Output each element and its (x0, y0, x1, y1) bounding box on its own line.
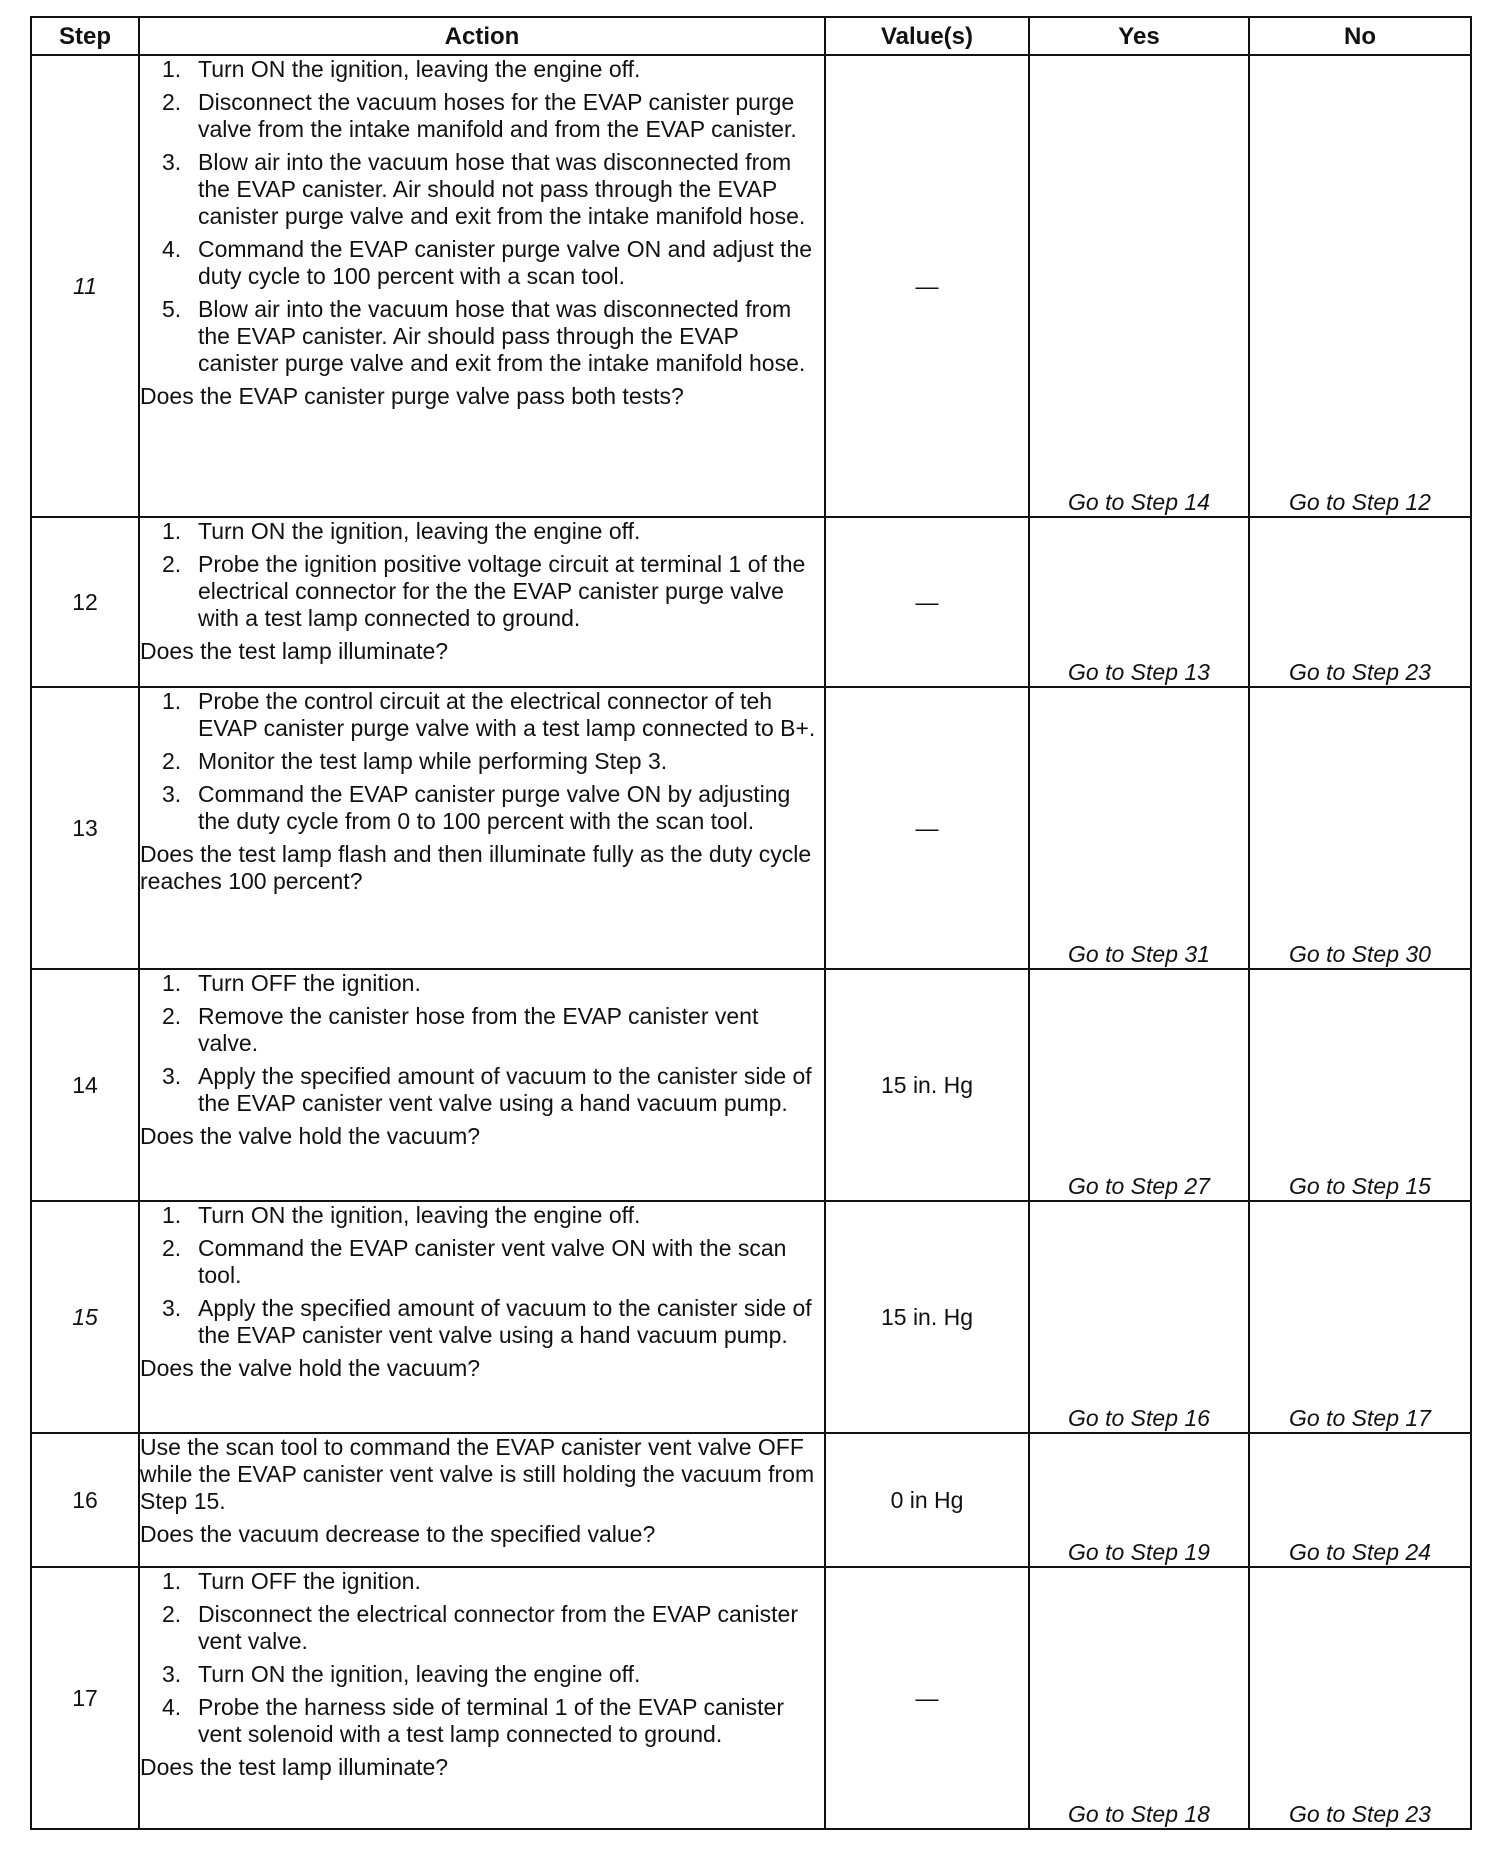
action-cell (139, 1433, 825, 1567)
value-cell: — (825, 1567, 1029, 1829)
step-number: 17 (31, 1567, 139, 1829)
no-link[interactable]: Go to Step 24 (1249, 1433, 1471, 1567)
action-steps (140, 688, 824, 835)
header-step: Step (31, 17, 139, 55)
yes-link[interactable]: Go to Step 14 (1029, 55, 1249, 517)
action-cell (139, 517, 825, 687)
action-question: Does the test lamp flash and then illuminate fully as the duty cycle reaches 100 percent? (140, 841, 812, 894)
yes-link[interactable]: Go to Step 27 (1029, 969, 1249, 1201)
table-row (31, 55, 1471, 517)
action-text: Use the scan tool to command the EVAP canister vent valve OFF while the EVAP canister vent valve is still holding the vacuum from Step 15. (140, 1434, 815, 1514)
table-row (31, 687, 1471, 969)
header-yes: Yes (1029, 17, 1249, 55)
action-step: 2. Probe the ignition positive voltage circuit at terminal 1 of the electrical connector for the the EVAP canister purge valve with a test lamp connected to ground. (162, 551, 806, 631)
action-question: Does the test lamp illuminate? (140, 638, 449, 664)
table-row (31, 1433, 1471, 1567)
action-step: 2. Command the EVAP canister vent valve ON with the scan tool. (162, 1235, 787, 1288)
action-step: 3. Apply the specified amount of vacuum to the canister side of the EVAP canister vent valve using a hand vacuum pump. (162, 1063, 812, 1116)
action-steps (140, 56, 824, 377)
action-step: 4. Probe the harness side of terminal 1 of the EVAP canister vent solenoid with a test lamp connected to ground. (162, 1694, 784, 1747)
action-step: 1. Probe the control circuit at the electrical connector of teh EVAP canister purge valve with a test lamp connected to B+. (162, 688, 816, 741)
action-question: Does the test lamp illuminate? (140, 1754, 449, 1780)
no-link[interactable]: Go to Step 15 (1249, 969, 1471, 1201)
action-step: 2. Monitor the test lamp while performing Step 3. (162, 748, 668, 774)
header-values: Value(s) (825, 17, 1029, 55)
diagnostic-table (30, 16, 1472, 1830)
step-number: 11 (31, 55, 139, 517)
action-cell (139, 687, 825, 969)
action-step: 5. Blow air into the vacuum hose that was disconnected from the EVAP canister. Air should pass through the EVAP canister purge valve and exit from the intake manifold hose. (162, 296, 806, 376)
action-cell (139, 969, 825, 1201)
action-question: Does the valve hold the vacuum? (140, 1355, 481, 1381)
action-step: 1. Turn OFF the ignition. (162, 1568, 421, 1594)
table-row (31, 517, 1471, 687)
action-steps (140, 1202, 824, 1349)
no-link[interactable]: Go to Step 23 (1249, 517, 1471, 687)
action-cell (139, 55, 825, 517)
action-step: 3. Blow air into the vacuum hose that was disconnected from the EVAP canister. Air should not pass through the EVAP canister purge valve and exit from the intake manifold hose. (162, 149, 806, 229)
value-cell: — (825, 55, 1029, 517)
value-cell: — (825, 517, 1029, 687)
value-cell: 15 in. Hg (825, 969, 1029, 1201)
action-step: 2. Disconnect the electrical connector from the EVAP canister vent valve. (162, 1601, 798, 1654)
yes-link[interactable]: Go to Step 13 (1029, 517, 1249, 687)
value-cell: 15 in. Hg (825, 1201, 1029, 1433)
no-link[interactable]: Go to Step 23 (1249, 1567, 1471, 1829)
table-row (31, 1567, 1471, 1829)
value-cell: 0 in Hg (825, 1433, 1029, 1567)
action-step: 3. Turn ON the ignition, leaving the engine off. (162, 1661, 641, 1687)
action-steps (140, 518, 824, 632)
action-step: 2. Disconnect the vacuum hoses for the EVAP canister purge valve from the intake manifold and from the EVAP canister. (162, 89, 797, 142)
value-cell: — (825, 687, 1029, 969)
action-step: 1. Turn ON the ignition, leaving the engine off. (162, 1202, 641, 1228)
action-step: 3. Command the EVAP canister purge valve ON by adjusting the duty cycle from 0 to 100 percent with the scan tool. (162, 781, 791, 834)
yes-link[interactable]: Go to Step 18 (1029, 1567, 1249, 1829)
step-number: 15 (31, 1201, 139, 1433)
action-step: 4. Command the EVAP canister purge valve ON and adjust the duty cycle to 100 percent with a scan tool. (162, 236, 813, 289)
header-action: Action (139, 17, 825, 55)
table-row (31, 969, 1471, 1201)
action-step: 2. Remove the canister hose from the EVAP canister vent valve. (162, 1003, 759, 1056)
step-number: 14 (31, 969, 139, 1201)
step-number: 12 (31, 517, 139, 687)
header-no: No (1249, 17, 1471, 55)
action-step: 1. Turn OFF the ignition. (162, 970, 421, 996)
step-number: 16 (31, 1433, 139, 1567)
action-question: Does the EVAP canister purge valve pass both tests? (140, 383, 684, 409)
yes-link[interactable]: Go to Step 16 (1029, 1201, 1249, 1433)
no-link[interactable]: Go to Step 30 (1249, 687, 1471, 969)
header-row (31, 17, 1471, 55)
action-cell (139, 1567, 825, 1829)
yes-link[interactable]: Go to Step 19 (1029, 1433, 1249, 1567)
action-step: 1. Turn ON the ignition, leaving the engine off. (162, 56, 641, 82)
no-link[interactable]: Go to Step 17 (1249, 1201, 1471, 1433)
no-link[interactable]: Go to Step 12 (1249, 55, 1471, 517)
action-question: Does the valve hold the vacuum? (140, 1123, 481, 1149)
action-cell (139, 1201, 825, 1433)
step-number: 13 (31, 687, 139, 969)
yes-link[interactable]: Go to Step 31 (1029, 687, 1249, 969)
table-row (31, 1201, 1471, 1433)
action-steps (140, 1568, 824, 1748)
action-steps (140, 970, 824, 1117)
action-step: 3. Apply the specified amount of vacuum to the canister side of the EVAP canister vent valve using a hand vacuum pump. (162, 1295, 812, 1348)
action-question: Does the vacuum decrease to the specified value? (140, 1521, 656, 1547)
action-step: 1. Turn ON the ignition, leaving the engine off. (162, 518, 641, 544)
